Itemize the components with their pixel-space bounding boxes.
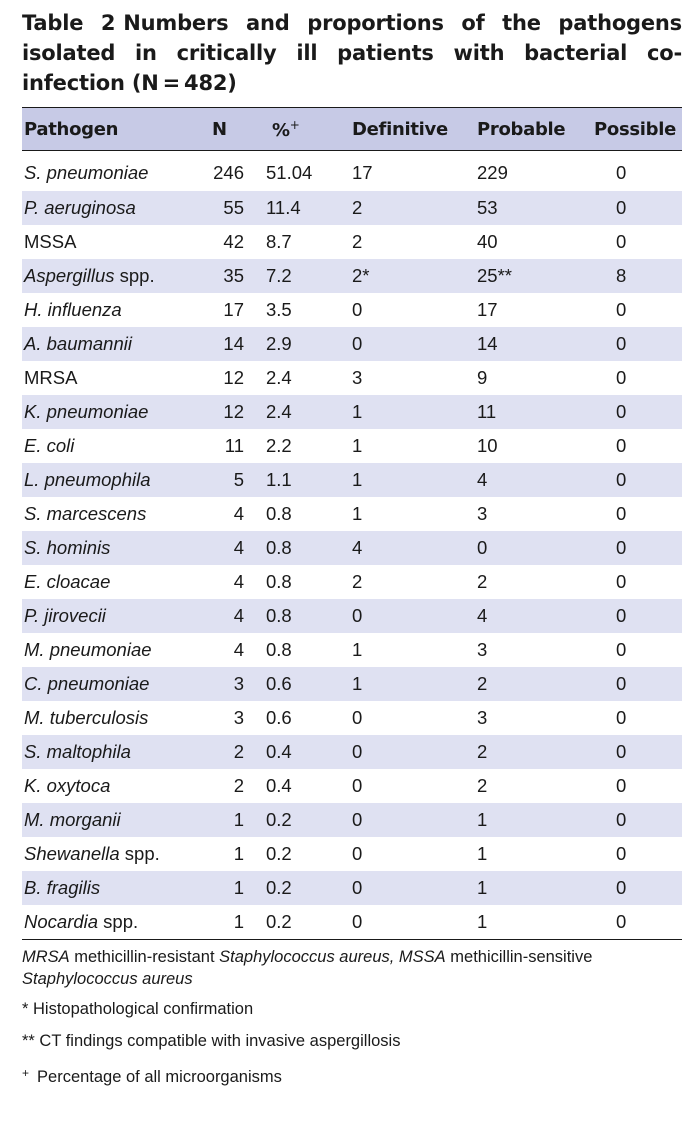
table-row bbox=[22, 837, 682, 871]
n-cell: 3 bbox=[233, 707, 244, 728]
possible-cell: 0 bbox=[616, 161, 627, 183]
n-cell: 4 bbox=[233, 605, 244, 626]
pathogen-name: E. cloacae bbox=[24, 571, 111, 592]
table-row bbox=[22, 293, 682, 327]
table-row bbox=[22, 735, 682, 769]
possible-cell: 0 bbox=[616, 435, 627, 456]
pathogen-cell bbox=[22, 735, 190, 769]
definitive-cell: 1 bbox=[352, 401, 363, 422]
pathogen-name: S. marcescens bbox=[24, 503, 147, 524]
table-row bbox=[22, 327, 682, 361]
n-cell: 4 bbox=[233, 571, 244, 592]
percent-cell: 11.4 bbox=[266, 197, 301, 218]
header-row bbox=[22, 108, 682, 151]
header-probable: Probable bbox=[469, 108, 592, 151]
pathogen-cell bbox=[22, 225, 190, 259]
possible-cell: 0 bbox=[616, 571, 627, 592]
possible-cell: 0 bbox=[616, 469, 627, 490]
percent-cell: 51.04 bbox=[266, 161, 313, 183]
table-row bbox=[22, 531, 682, 565]
footnote-mrsa-species: Staphylococcus aureus, bbox=[219, 948, 395, 966]
probable-cell: 17 bbox=[477, 299, 498, 320]
probable-cell: 11 bbox=[477, 401, 497, 422]
table-row bbox=[22, 395, 682, 429]
definitive-cell: 2* bbox=[352, 265, 370, 286]
pathogen-name: Nocardia bbox=[24, 911, 99, 932]
header-pathogen: Pathogen bbox=[22, 108, 190, 151]
table-row bbox=[22, 429, 682, 463]
table-header bbox=[22, 108, 682, 151]
probable-cell: 4 bbox=[477, 469, 488, 490]
pathogen-cell bbox=[22, 633, 190, 667]
n-cell: 12 bbox=[223, 401, 244, 422]
percent-cell: 0.6 bbox=[266, 673, 292, 694]
probable-cell: 3 bbox=[477, 639, 488, 660]
table-title bbox=[22, 8, 682, 98]
possible-cell: 0 bbox=[616, 401, 627, 422]
percent-cell: 0.6 bbox=[266, 707, 292, 728]
percent-cell: 0.8 bbox=[266, 503, 292, 524]
table-row bbox=[22, 871, 682, 905]
percent-cell: 0.2 bbox=[248, 905, 342, 940]
footnote-double-star: ** CT findings compatible with invasive aspergillosis bbox=[22, 1032, 401, 1050]
table-row bbox=[22, 803, 682, 837]
definitive-cell: 0 bbox=[352, 333, 363, 354]
n-cell: 1 bbox=[233, 877, 244, 898]
pathogen-name: L. pneumophila bbox=[24, 469, 151, 490]
table-label: Table 2 bbox=[22, 11, 116, 35]
table-row bbox=[22, 225, 682, 259]
pathogen-cell bbox=[22, 361, 190, 395]
probable-cell: 10 bbox=[477, 435, 498, 456]
percent-cell: 0.2 bbox=[266, 843, 292, 864]
pathogen-suffix: spp. bbox=[119, 843, 160, 864]
percent-cell: 0.4 bbox=[266, 741, 292, 762]
probable-cell: 0 bbox=[477, 537, 488, 558]
pathogen-name: H. influenza bbox=[24, 299, 122, 320]
definitive-cell: 0 bbox=[352, 299, 363, 320]
possible-cell: 8 bbox=[616, 265, 627, 286]
n-cell: 2 bbox=[233, 741, 244, 762]
pathogen-cell bbox=[22, 667, 190, 701]
percent-cell: 3.5 bbox=[266, 299, 292, 320]
probable-cell: 2 bbox=[477, 571, 488, 592]
probable-cell: 40 bbox=[477, 231, 498, 252]
definitive-cell: 4 bbox=[352, 537, 363, 558]
definitive-cell: 0 bbox=[352, 741, 363, 762]
n-cell: 17 bbox=[223, 299, 244, 320]
header-n: N bbox=[190, 108, 248, 151]
n-cell: 4 bbox=[233, 537, 244, 558]
footnote-mrsa-text: methicillin-resistant bbox=[69, 948, 220, 966]
probable-cell: 1 bbox=[477, 809, 488, 830]
percent-cell: 0.8 bbox=[266, 605, 292, 626]
probable-cell: 229 bbox=[477, 161, 508, 183]
pathogen-cell bbox=[22, 803, 190, 837]
probable-cell: 2 bbox=[477, 673, 488, 694]
pathogen-name: K. pneumoniae bbox=[24, 401, 149, 422]
n-cell: 246 bbox=[213, 161, 244, 183]
pathogen-name: B. fragilis bbox=[24, 877, 101, 898]
pathogen-cell bbox=[22, 151, 190, 192]
percent-cell: 2.2 bbox=[266, 435, 292, 456]
probable-cell: 9 bbox=[477, 367, 488, 388]
pathogen-name: C. pneumoniae bbox=[24, 673, 150, 694]
footnote-plus-text: Percentage of all microorganisms bbox=[37, 1068, 282, 1086]
percent-cell: 0.8 bbox=[266, 639, 292, 660]
percent-cell: 7.2 bbox=[266, 265, 292, 286]
table-row bbox=[22, 905, 682, 940]
definitive-cell: 0 bbox=[352, 605, 363, 626]
possible-cell: 0 bbox=[616, 843, 627, 864]
definitive-cell: 0 bbox=[352, 809, 363, 830]
pathogen-cell bbox=[22, 531, 190, 565]
table-row bbox=[22, 151, 682, 192]
possible-cell: 0 bbox=[616, 503, 627, 524]
probable-cell: 53 bbox=[477, 197, 498, 218]
pathogen-name: M. pneumoniae bbox=[24, 639, 152, 660]
definitive-cell: 1 bbox=[352, 673, 363, 694]
probable-cell: 4 bbox=[477, 605, 488, 626]
table-body bbox=[22, 151, 682, 940]
table-caption: Numbers and proportions of the pathogens isolated in critically ill patients with bacterial co-infection (N = 482) bbox=[22, 11, 682, 95]
possible-cell: 0 bbox=[616, 537, 627, 558]
pathogen-name: S. hominis bbox=[24, 537, 111, 558]
possible-cell: 0 bbox=[616, 231, 627, 252]
definitive-cell: 1 bbox=[352, 435, 363, 456]
footnote-mssa-text: methicillin-sensitive bbox=[445, 948, 593, 966]
definitive-cell: 0 bbox=[342, 905, 469, 940]
n-cell: 1 bbox=[233, 809, 244, 830]
footnote-mrsa-abbr: MRSA bbox=[22, 948, 70, 966]
footnote-plus bbox=[22, 1062, 682, 1088]
probable-cell: 25** bbox=[477, 265, 512, 286]
footnote-mssa-abbr: MSSA bbox=[394, 948, 446, 966]
pathogen-cell bbox=[22, 599, 190, 633]
n-cell: 35 bbox=[223, 265, 244, 286]
percent-cell: 8.7 bbox=[266, 231, 292, 252]
pathogen-table bbox=[22, 107, 682, 940]
pathogen-cell bbox=[22, 395, 190, 429]
pathogen-cell bbox=[22, 905, 190, 940]
pathogen-name: MRSA bbox=[24, 367, 78, 388]
footnote-plus-mark: + bbox=[22, 1066, 30, 1080]
percent-cell: 0.2 bbox=[266, 809, 292, 830]
definitive-cell: 2 bbox=[352, 197, 363, 218]
footnote-star: * Histopathological confirmation bbox=[22, 1000, 254, 1018]
table-row bbox=[22, 191, 682, 225]
pathogen-cell bbox=[22, 293, 190, 327]
table-row bbox=[22, 701, 682, 735]
possible-cell: 0 bbox=[616, 877, 627, 898]
possible-cell: 0 bbox=[616, 605, 627, 626]
definitive-cell: 0 bbox=[352, 707, 363, 728]
pathogen-name: Aspergillus bbox=[24, 265, 115, 286]
possible-cell: 0 bbox=[616, 333, 627, 354]
percent-cell: 0.2 bbox=[266, 877, 292, 898]
header-percent-label: % bbox=[272, 119, 290, 141]
n-cell: 14 bbox=[223, 333, 244, 354]
pathogen-cell bbox=[22, 769, 190, 803]
pathogen-cell bbox=[22, 463, 190, 497]
pathogen-name: Shewanella bbox=[24, 843, 120, 864]
footnotes bbox=[22, 946, 682, 1088]
pathogen-cell bbox=[22, 871, 190, 905]
pathogen-name: E. coli bbox=[24, 435, 75, 456]
percent-cell: 0.8 bbox=[266, 571, 292, 592]
probable-cell: 1 bbox=[477, 877, 488, 898]
possible-cell: 0 bbox=[616, 741, 627, 762]
probable-cell: 14 bbox=[477, 333, 498, 354]
definitive-cell: 1 bbox=[352, 639, 363, 660]
table-row bbox=[22, 633, 682, 667]
probable-cell: 1 bbox=[469, 905, 592, 940]
n-cell: 55 bbox=[223, 197, 244, 218]
table-row bbox=[22, 259, 682, 293]
table-container bbox=[22, 8, 682, 1098]
pathogen-name: MSSA bbox=[24, 231, 77, 252]
pathogen-name: S. maltophila bbox=[24, 741, 131, 762]
header-percent-mark: + bbox=[289, 117, 300, 132]
definitive-cell: 0 bbox=[352, 843, 363, 864]
table-row bbox=[22, 361, 682, 395]
n-cell: 4 bbox=[233, 639, 244, 660]
n-cell: 42 bbox=[223, 231, 244, 252]
possible-cell: 0 bbox=[592, 905, 682, 940]
table-row bbox=[22, 463, 682, 497]
definitive-cell: 0 bbox=[352, 877, 363, 898]
header-definitive: Definitive bbox=[342, 108, 469, 151]
probable-cell: 3 bbox=[477, 503, 488, 524]
percent-cell: 2.4 bbox=[266, 401, 292, 422]
header-percent bbox=[248, 108, 342, 151]
pathogen-cell bbox=[22, 565, 190, 599]
pathogen-name: P. aeruginosa bbox=[24, 197, 136, 218]
percent-cell: 2.9 bbox=[266, 333, 292, 354]
n-cell: 2 bbox=[233, 775, 244, 796]
n-cell: 4 bbox=[233, 503, 244, 524]
header-possible: Possible bbox=[592, 108, 682, 151]
table-row bbox=[22, 667, 682, 701]
possible-cell: 0 bbox=[616, 367, 627, 388]
table-row bbox=[22, 497, 682, 531]
pathogen-name: A. baumannii bbox=[24, 333, 132, 354]
possible-cell: 0 bbox=[616, 707, 627, 728]
pathogen-suffix: spp. bbox=[114, 265, 155, 286]
probable-cell: 2 bbox=[477, 741, 488, 762]
n-cell: 1 bbox=[233, 843, 244, 864]
possible-cell: 0 bbox=[616, 673, 627, 694]
pathogen-name: M. tuberculosis bbox=[24, 707, 149, 728]
n-cell: 11 bbox=[224, 435, 244, 456]
percent-cell: 0.4 bbox=[266, 775, 292, 796]
probable-cell: 1 bbox=[477, 843, 488, 864]
pathogen-cell bbox=[22, 701, 190, 735]
definitive-cell: 17 bbox=[352, 161, 373, 183]
pathogen-cell bbox=[22, 259, 190, 293]
pathogen-cell bbox=[22, 497, 190, 531]
pathogen-name: K. oxytoca bbox=[24, 775, 111, 796]
definitive-cell: 0 bbox=[352, 775, 363, 796]
definitive-cell: 2 bbox=[352, 571, 363, 592]
table-row bbox=[22, 565, 682, 599]
percent-cell: 0.8 bbox=[266, 537, 292, 558]
table-row bbox=[22, 769, 682, 803]
pathogen-name: S. pneumoniae bbox=[24, 161, 149, 183]
definitive-cell: 2 bbox=[352, 231, 363, 252]
percent-cell: 1.1 bbox=[266, 469, 292, 490]
possible-cell: 0 bbox=[616, 197, 627, 218]
table-row bbox=[22, 599, 682, 633]
pathogen-cell bbox=[22, 837, 190, 871]
n-cell: 12 bbox=[223, 367, 244, 388]
n-cell: 5 bbox=[233, 469, 244, 490]
pathogen-name: M. morganii bbox=[24, 809, 121, 830]
possible-cell: 0 bbox=[616, 639, 627, 660]
footnote-mssa-species: Staphylococcus aureus bbox=[22, 970, 193, 988]
definitive-cell: 3 bbox=[352, 367, 363, 388]
pathogen-suffix: spp. bbox=[98, 911, 139, 932]
n-cell: 3 bbox=[233, 673, 244, 694]
footnote-abbreviations bbox=[22, 946, 682, 990]
pathogen-cell bbox=[22, 429, 190, 463]
possible-cell: 0 bbox=[616, 299, 627, 320]
pathogen-cell bbox=[22, 191, 190, 225]
definitive-cell: 1 bbox=[352, 503, 363, 524]
n-cell: 1 bbox=[190, 905, 248, 940]
percent-cell: 2.4 bbox=[266, 367, 292, 388]
possible-cell: 0 bbox=[616, 775, 627, 796]
pathogen-cell bbox=[22, 327, 190, 361]
possible-cell: 0 bbox=[616, 809, 627, 830]
definitive-cell: 1 bbox=[352, 469, 363, 490]
pathogen-name: P. jirovecii bbox=[24, 605, 106, 626]
probable-cell: 3 bbox=[477, 707, 488, 728]
probable-cell: 2 bbox=[477, 775, 488, 796]
